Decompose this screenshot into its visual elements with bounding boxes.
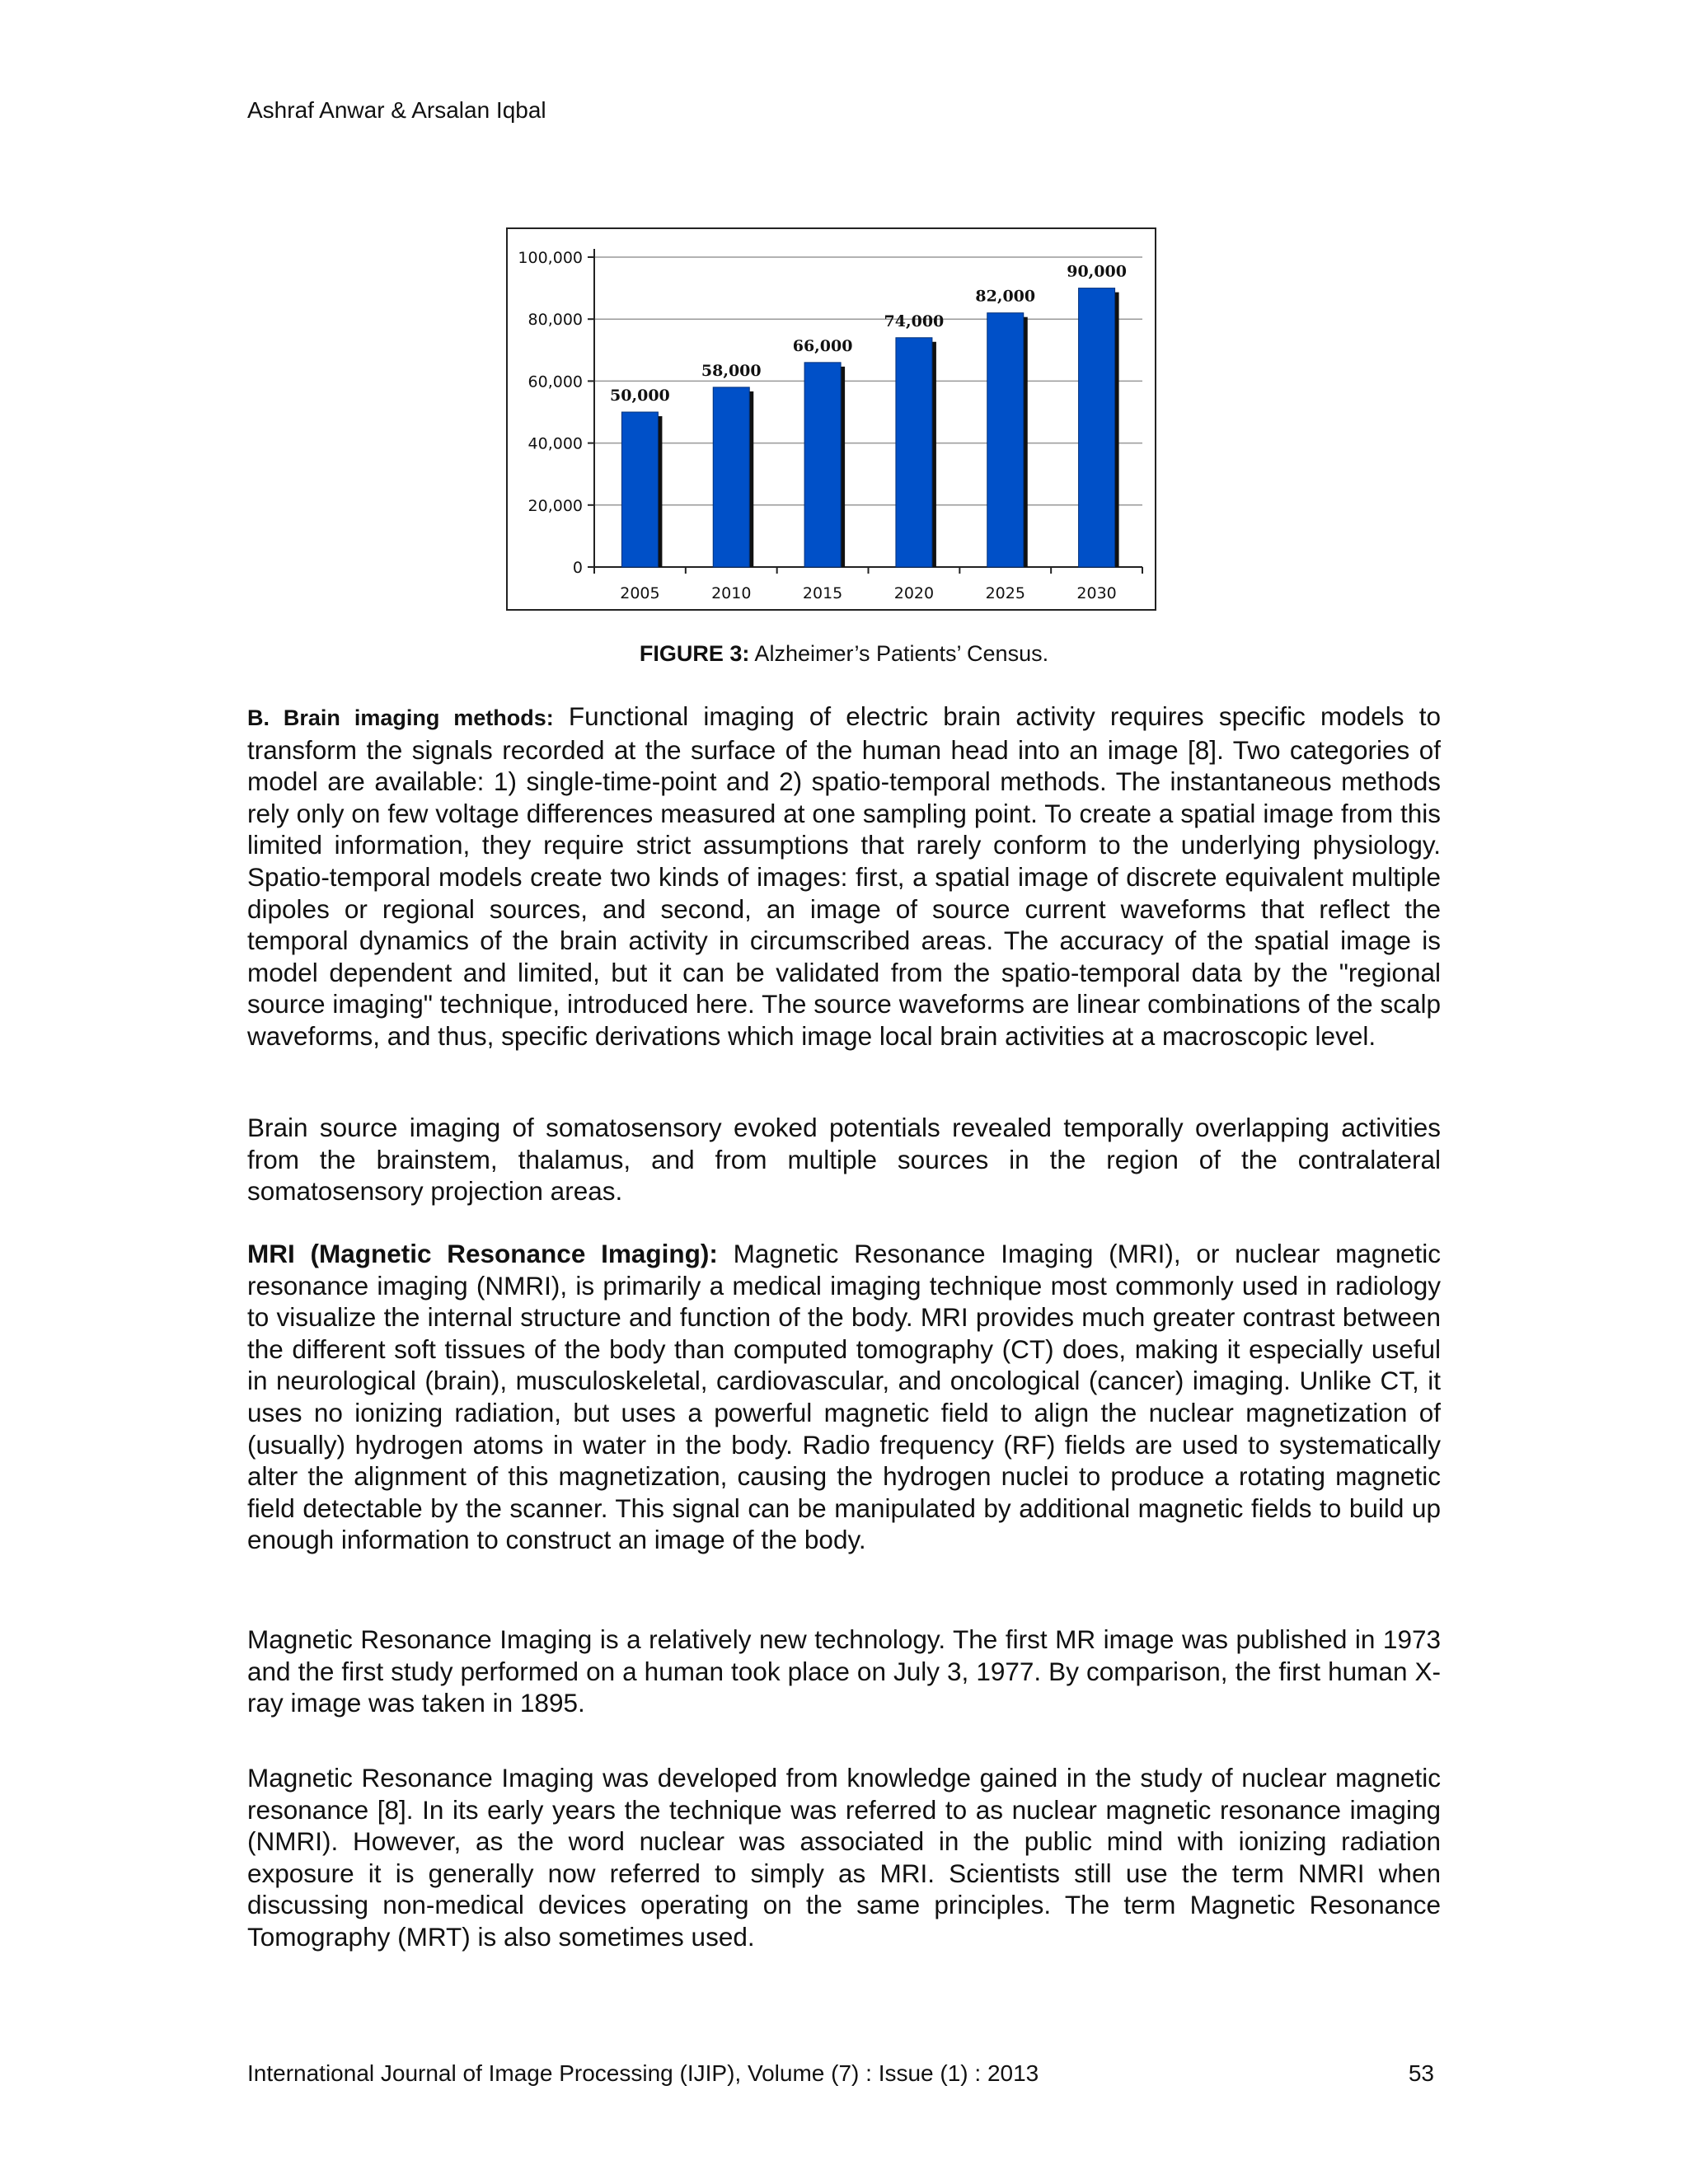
figure-caption-label: FIGURE 3:	[639, 641, 750, 666]
x-tick-label: 2010	[711, 584, 752, 602]
figure-3-chart	[506, 227, 1156, 611]
y-tick-label: 60,000	[528, 373, 583, 391]
x-tick-label: 2025	[985, 584, 1025, 602]
x-tick-label: 2005	[620, 584, 660, 602]
section-b-heading: B. Brain imaging methods:	[247, 705, 554, 730]
x-tick-label: 2015	[802, 584, 843, 602]
paragraph-mri-history-text: Magnetic Resonance Imaging is a relatively new technology. The first MR image was published in 1973 and the first study performed on a human took place on July 3, 1977. By comparison, the first human X-ray image was taken in 1895.	[247, 1624, 1441, 1718]
section-b-text: Functional imaging of electric brain activity requires specific models to transform the signals recorded at the surface of the human head into an image [8]. Two categories of model are available: 1) single-time-point and 2) spatio-temporal methods. The instantaneous methods rely only on few voltage differences measured at one sampling point. To create a spatial image from this limited information, they require strict assumptions that rarely conform to the underlying physiology. Spatio-temporal models create two kinds of images: first, a spatial image of discrete equivalent multiple dipoles or regional sources, and second, an image of source current waveforms that reflect the temporal dynamics of the brain activity in circumscribed areas. The accuracy of the spatial image is model dependent and limited, but it can be validated from the spatio-temporal data by the "regional source imaging" technique, introduced here. The source waveforms are linear combinations of the scalp waveforms, and thus, specific derivations which image local brain activities at a macroscopic level.	[247, 701, 1441, 1051]
bar	[621, 412, 658, 567]
bar	[896, 338, 932, 567]
y-tick-label: 40,000	[528, 434, 583, 453]
running-header: Ashraf Anwar & Arsalan Iqbal	[247, 97, 546, 123]
footer-journal: International Journal of Image Processing (IJIP), Volume (7) : Issue (1) : 2013	[247, 2060, 1039, 2086]
bar	[987, 313, 1024, 567]
bar	[1079, 288, 1115, 567]
bar-chart	[508, 229, 1155, 609]
mri-heading: MRI (Magnetic Resonance Imaging):	[247, 1239, 718, 1268]
mri-text: Magnetic Resonance Imaging (MRI), or nuclear magnetic resonance imaging (NMRI), is primarily a medical imaging technique most commonly used in radiology to visualize the internal structure and function of the body. MRI provides much greater contrast between the different soft tissues of the body than computed tomography (CT) does, making it especially useful in neurological (brain), musculoskeletal, cardiovascular, and oncological (cancer) imaging. Unlike CT, it uses no ionizing radiation, but uses a powerful magnetic field to align the nuclear magnetization of (usually) hydrogen atoms in water in the body. Radio frequency (RF) fields are used to systematically alter the alignment of this magnetization, causing the hydrogen nuclei to produce a rotating magnetic field detectable by the scanner. This signal can be manipulated by additional magnetic fields to build up enough information to construct an image of the body.	[247, 1239, 1441, 1555]
data-label: 74,000	[884, 312, 945, 330]
x-tick-label: 2030	[1076, 584, 1117, 602]
data-label: 82,000	[975, 287, 1036, 306]
y-tick-label: 100,000	[518, 249, 583, 267]
paragraph-mri-naming	[247, 1762, 1441, 1953]
figure-caption-text: Alzheimer’s Patients’ Census.	[749, 641, 1049, 666]
section-b-paragraph	[247, 701, 1441, 1052]
paragraph-mri-history	[247, 1624, 1441, 1719]
page-footer	[247, 2060, 1434, 2087]
mri-paragraph	[247, 1238, 1441, 1556]
y-tick-label: 20,000	[528, 496, 583, 515]
paragraph-somatosensory	[247, 1112, 1441, 1207]
page-number: 53	[1408, 2060, 1434, 2086]
x-tick-label: 2020	[893, 584, 935, 602]
data-label: 58,000	[701, 361, 762, 380]
data-label: 66,000	[792, 336, 853, 355]
bar	[713, 387, 749, 567]
paragraph-mri-naming-text: Magnetic Resonance Imaging was developed from knowledge gained in the study of nuclear magnetic resonance [8]. In its early years the technique was referred to as nuclear magnetic resonance imaging (NMRI). However, as the word nuclear was associated in the public mind with ionizing radiation exposure it is generally now referred to simply as MRI. Scientists still use the term NMRI when discussing non-medical devices operating on the same principles. The term Magnetic Resonance Tomography (MRT) is also sometimes used.	[247, 1763, 1441, 1952]
data-label: 90,000	[1067, 262, 1127, 281]
bar	[804, 363, 841, 567]
y-tick-label: 80,000	[528, 311, 583, 330]
paragraph-somatosensory-text: Brain source imaging of somatosensory evoked potentials revealed temporally overlapping activities from the brainstem, thalamus, and from multiple sources in the region of the contralateral somatosensory projection areas.	[247, 1113, 1441, 1207]
data-label: 50,000	[610, 387, 670, 405]
y-tick-label: 0	[572, 559, 583, 577]
figure-caption	[0, 641, 1688, 667]
